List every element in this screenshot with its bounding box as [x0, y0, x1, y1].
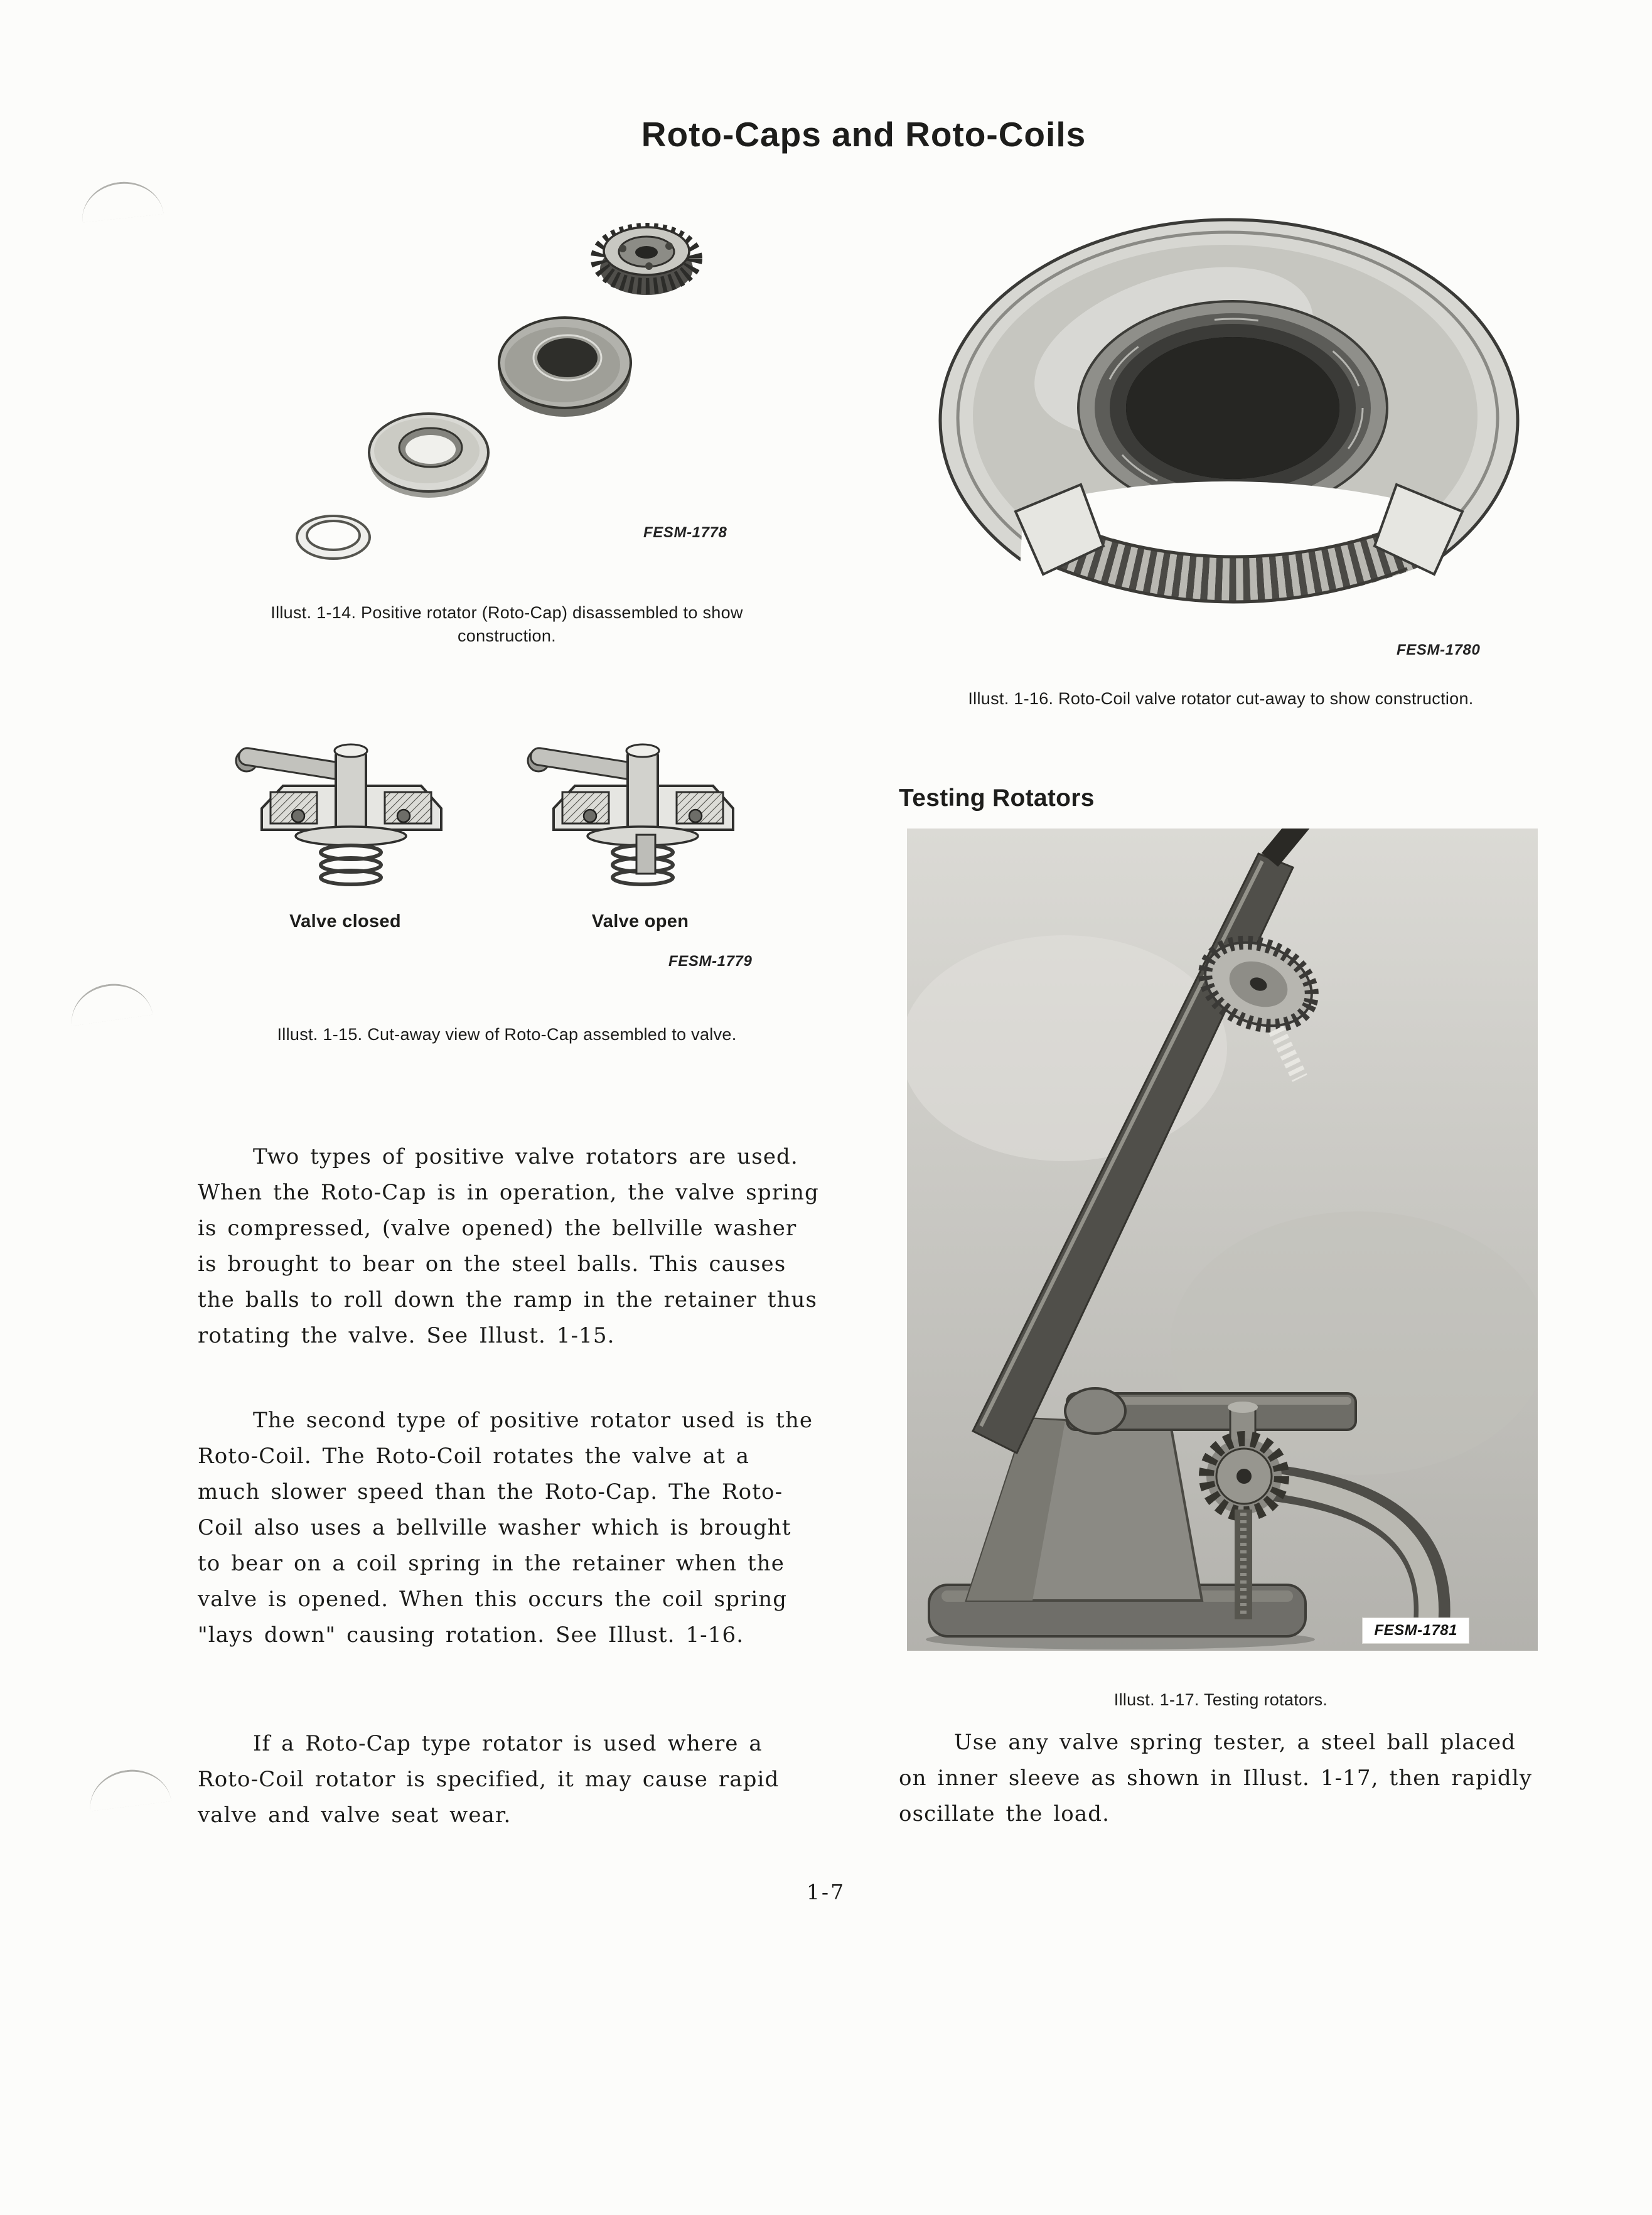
figure-code: FESM-1778 [643, 524, 727, 541]
figure-code: FESM-1779 [668, 953, 753, 970]
roto-cap-parts-illustration [270, 188, 766, 577]
page-title: Roto-Caps and Roto-Coils [641, 115, 1086, 154]
photo-code-label: FESM-1781 [1363, 1618, 1469, 1643]
figure-code: FESM-1780 [1397, 641, 1481, 658]
figure-testing-photo [907, 829, 1538, 1651]
figure-caption: Illust. 1-17. Testing rotators. [1113, 1690, 1328, 1709]
figure-caption: Illust. 1-15. Cut-away view of Roto-Cap assembled to valve. [277, 1025, 737, 1044]
valve-closed-label: Valve closed [289, 911, 401, 931]
roto-coil-illustration [935, 195, 1538, 665]
figure-caption: Illust. 1-16. Roto-Coil valve rotator cut-away to show construction. [968, 689, 1474, 708]
page-number: 1-7 [806, 1880, 846, 1904]
scan-arc-mark [86, 1765, 171, 1811]
body-paragraph: Use any valve spring tester, a steel ball placed on inner sleeve as shown in Illust. 1-17, then rapidly oscillate the load. [899, 1730, 1533, 1826]
body-paragraph: Two types of positive valve rotators are used. When the Roto-Cap is in operation, the valve spring is compressed, (valve opened) the bellville washer is brought to bear on the steel balls. This causes the balls to roll down the ramp in the retainer thus rotating the valve. See Illust. 1-15. [198, 1144, 819, 1348]
figure-valve-cutaway [220, 728, 791, 985]
body-paragraph: If a Roto-Cap type rotator is used where a Roto-Coil rotator is specified, it may cause rapid valve and valve seat wear. [198, 1731, 780, 1828]
figure-caption: Illust. 1-14. Positive rotator (Roto-Cap) disassembled to show construction. [271, 603, 743, 645]
scan-arc-mark [78, 178, 163, 222]
scan-arc-mark [67, 979, 153, 1026]
testing-machine-photo [907, 829, 1538, 1651]
body-paragraph: The second type of positive rotator used is the Roto-Coil. The Roto-Coil rotates the valve at a much slower speed than the Roto-Cap. The Roto-Coil also uses a bellville washer which is brought to bear on a coil spring in the retainer when the valve is opened. When this occurs the coil spring "lays down" causing rotation. See Illust. 1-16. [198, 1408, 813, 1648]
valve-cutaway-illustration [220, 728, 791, 904]
figure-roto-coil-cutaway [935, 195, 1538, 665]
section-heading: Testing Rotators [899, 785, 1095, 812]
valve-open-label: Valve open [591, 911, 689, 931]
figure-roto-cap-disassembled [270, 188, 766, 577]
